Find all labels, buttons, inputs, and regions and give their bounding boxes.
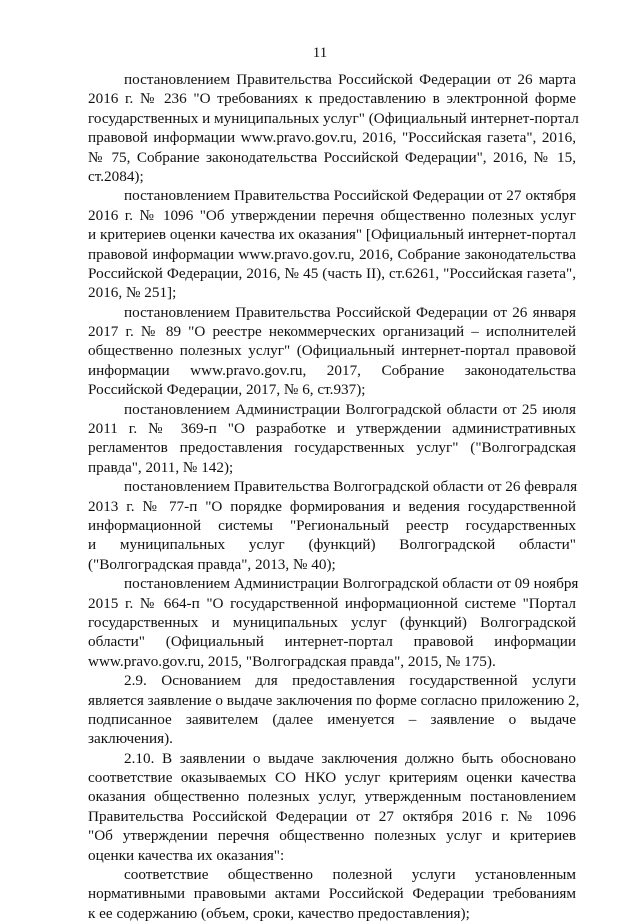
text-line: заключения). [88, 730, 173, 748]
text-line: 2016, № 251]; [88, 284, 177, 302]
document-body [88, 70, 580, 923]
text-line: общественно полезных услуг" (Официальный интернет-портал правовой [88, 342, 576, 360]
text-line: 2.10. В заявлении о выдаче заключения должно быть обосновано [124, 749, 576, 767]
text-line: № 75, Собрание законодательства Российской Федерации", 2016, № 15, [88, 148, 576, 166]
page-number: 11 [312, 45, 328, 61]
text-line: Российской Федерации, 2016, № 45 (часть II), ст.6261, "Российская газета", [88, 264, 576, 282]
text-line: 2015 г. № 664-п "О государственной информационной системе "Портал [88, 594, 576, 612]
text-line: государственных и муниципальных услуг" (Официальный интернет-портал [88, 109, 579, 127]
text-line: постановлением Правительства Волгоградской области от 26 февраля [124, 478, 578, 496]
text-line: 2016 г. № 1096 "Об утверждении перечня общественно полезных услуг [88, 206, 576, 224]
text-line: Российской Федерации, 2017, № 6, ст.937); [88, 381, 366, 399]
paragraph [88, 671, 580, 749]
text-line: 2013 г. № 77-п "О порядке формирования и ведения государственной [88, 497, 576, 515]
text-line: ("Волгоградская правда", 2013, № 40); [88, 555, 336, 573]
text-line: является заявление о выдаче заключения по форме согласно приложению 2, [88, 691, 580, 709]
text-line: правовой информации www.pravo.gov.ru, 2016, "Российская газета", 2016, [88, 129, 576, 147]
text-line: правовой информации www.pravo.gov.ru, 2016, Собрание законодательства [88, 245, 576, 263]
text-line: 2.9. Основанием для предоставления государственной услуги [124, 672, 576, 690]
text-line: подписанное заявителем (далее именуется – заявление о выдаче [88, 710, 576, 728]
paragraph [88, 186, 576, 302]
text-line: постановлением Правительства Российской Федерации от 27 октября [124, 187, 576, 205]
paragraph [88, 865, 576, 923]
text-line: постановлением Правительства Российской Федерации от 26 января [124, 303, 576, 321]
text-line: постановлением Администрации Волгоградской области от 25 июля [124, 400, 576, 418]
text-line: 2016 г. № 236 "О требованиях к предоставлению в электронной форме [88, 90, 576, 108]
text-line: 2017 г. № 89 "О реестре некоммерческих организаций – исполнителей [88, 323, 576, 341]
text-line: соответствие общественно полезной услуги установленным [124, 866, 576, 884]
text-line: информации www.pravo.gov.ru, 2017, Собрание законодательства [88, 361, 576, 379]
text-line: информационной системы "Региональный реестр государственных [88, 516, 576, 534]
text-line: области" (Официальный интернет-портал правовой информации [88, 633, 576, 651]
text-line: правда", 2011, № 142); [88, 458, 234, 476]
text-line: Правительства Российской Федерации от 27 октября 2016 г. № 1096 [88, 807, 576, 825]
paragraph [88, 70, 579, 186]
text-line: 2011 г. № 369-п "О разработке и утверждении административных [88, 420, 576, 438]
text-line: и критериев оценки качества их оказания" [Официальный интернет-портал [88, 226, 576, 244]
text-line: "Об утверждении перечня общественно полезных услуг и критериев [88, 827, 576, 845]
text-line: государственных и муниципальных услуг (функций) Волгоградской [88, 613, 576, 631]
text-line: оказания общественно полезных услуг, утвержденным постановлением [88, 788, 576, 806]
text-line: соответствие оказываемых СО НКО услуг критериям оценки качества [88, 769, 576, 787]
text-line: регламентов предоставления государственных услуг" ("Волгоградская [88, 439, 576, 457]
paragraph [88, 477, 576, 574]
paragraph [88, 303, 576, 400]
text-line: и муниципальных услуг (функций) Волгоградской области" [88, 536, 576, 554]
text-line: ст.2084); [88, 167, 144, 185]
text-line: www.pravo.gov.ru, 2015, "Волгоградская правда", 2015, № 175). [88, 652, 496, 670]
text-line: оценки качества их оказания": [88, 846, 285, 864]
paragraph [88, 400, 576, 478]
text-line: нормативными правовыми актами Российской Федерации требованиям [88, 885, 576, 903]
text-line: постановлением Правительства Российской Федерации от 26 марта [124, 71, 576, 88]
paragraph [88, 574, 579, 671]
text-line: к ее содержанию (объем, сроки, качество предоставления); [88, 904, 470, 922]
text-line: постановлением Администрации Волгоградской области от 09 ноября [124, 575, 579, 593]
paragraph [88, 749, 576, 865]
